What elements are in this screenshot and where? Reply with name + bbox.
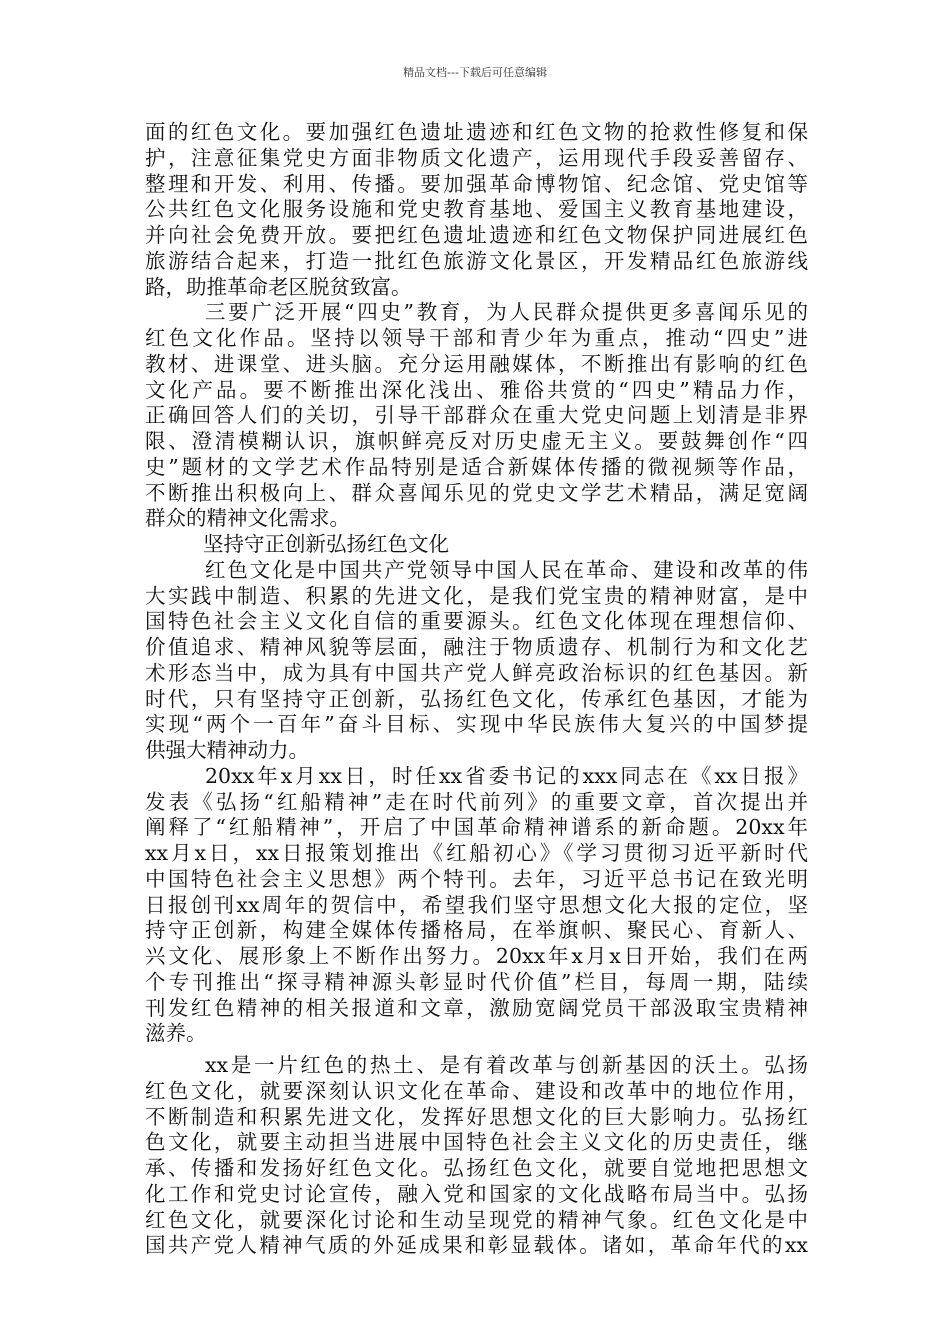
text-line: 中国特色社会主义思想》两个特刊。去年，习近平总书记在致光明 [145, 866, 808, 891]
text-line: 滋养。 [145, 1021, 207, 1046]
text-line: 不断制造和积累先进文化，发挥好思想文化的巨大影响力。弘扬红 [145, 1104, 808, 1129]
text-line: 色文化，就要主动担当进展中国特色社会主义文化的历史责任，继 [145, 1130, 808, 1155]
text-line: 时代，只有坚持守正创新，弘扬红色文化，传承红色基因，才能为 [145, 686, 808, 711]
text-line: 大实践中制造、积累的先进文化，是我们党宝贵的精神财富，是中 [145, 583, 808, 608]
document-body [145, 120, 808, 1259]
text-line: 并向社会免费开放。要把红色遗址遗迹和红色文物保护同进展红色 [145, 223, 808, 247]
text-line: 持守正创新，构建全媒体传播格局，在举旗帜、聚民心、育新人、 [145, 918, 808, 943]
text-line: 个专刊推出“探寻精神源头彰显时代价值”栏目，每周一期，陆续 [145, 969, 808, 994]
text-line: 承、传播和发扬好红色文化。弘扬红色文化，就要自觉地把思想文 [145, 1156, 808, 1180]
text-line: 阐释了“红船精神”，开启了中国革命精神谱系的新命题。20xx年 [145, 815, 808, 840]
paragraph-first-line: 红色文化是中国共产党领导中国人民在革命、建设和改革的伟 [205, 557, 808, 582]
text-line: 供强大精神动力。 [145, 738, 309, 762]
text-line: 价值追求、精神风貌等层面，融注于物质遗存、机制行为和文化艺 [145, 635, 808, 659]
text-line: 红色文化作品。坚持以领导干部和青少年为重点，推动“四史”进 [145, 326, 808, 350]
text-line: 国特色社会主义文化自信的重要源头。红色文化体现在理想信仰、 [145, 609, 808, 634]
text-line: 限、澄清模糊认识，旗帜鲜亮反对历史虚无主义。要鼓舞创作“四 [145, 429, 808, 453]
text-line: 史”题材的文学艺术作品特别是适合新媒体传播的微视频等作品， [145, 454, 808, 479]
text-line: 教材、进课堂、进头脑。充分运用融媒体，不断推出有影响的红色 [145, 351, 808, 376]
page-header: 精品文档---下载后可任意编辑 [403, 66, 547, 79]
text-line: xx月x日，xx日报策划推出《红船初心》《学习贯彻习近平新时代 [145, 841, 808, 865]
text-line: 国共产党人精神气质的外延成果和彰显载体。诸如，革命年代的xx [145, 1233, 808, 1258]
text-line: 公共红色文化服务设施和党史教育基地、爱国主义教育基地建设， [145, 197, 808, 222]
text-line: 兴文化、展形象上不断作出努力。20xx年x月x日开始，我们在两 [145, 944, 808, 968]
text-line: 文化产品。要不断推出深化浅出、雅俗共赏的“四史”精品力作， [145, 377, 808, 402]
text-line: 旅游结合起来，打造一批红色旅游文化景区，开发精品红色旅游线 [145, 248, 808, 273]
text-line: 护，注意征集党史方面非物质文化遗产，运用现代手段妥善留存、 [145, 145, 808, 170]
text-line: 刊发红色精神的相关报道和文章，激励宽阔党员干部汲取宝贵精神 [145, 995, 808, 1020]
text-line: 整理和开发、利用、传播。要加强革命博物馆、纪念馆、党史馆等 [145, 171, 808, 196]
text-line: 发表《弘扬“红船精神”走在时代前列》的重要文章，首次提出并 [145, 789, 808, 814]
section-heading: 坚持守正创新弘扬红色文化 [203, 532, 449, 556]
text-line: 日报创刊xx周年的贺信中，希望我们坚守思想文化大报的定位，坚 [145, 892, 808, 917]
paragraph-first-line: xx是一片红色的热土、是有着改革与创新基因的沃土。弘扬 [205, 1053, 808, 1077]
text-line: 红色文化，就要深化讨论和生动呈现党的精神气象。红色文化是中 [145, 1207, 808, 1232]
text-line: 实现“两个一百年”奋斗目标、实现中华民族伟大复兴的中国梦提 [145, 712, 808, 737]
text-line: 正确回答人们的关切，引导干部群众在重大党史问题上划清是非界 [145, 403, 808, 428]
text-line: 术形态当中，成为具有中国共产党人鲜亮政治标识的红色基因。新 [145, 660, 808, 685]
text-line: 红色文化，就要深刻认识文化在革命、建设和改革中的地位作用， [145, 1078, 808, 1103]
text-line: 群众的精神文化需求。 [145, 506, 350, 531]
text-line: 不断推出积极向上、群众喜闻乐见的党史文学艺术精品，满足宽阔 [145, 480, 808, 505]
text-line: 面的红色文化。要加强红色遗址遗迹和红色文物的抢救性修复和保 [145, 120, 808, 144]
text-line: 化工作和党史讨论宣传，融入党和国家的文化战略布局当中。弘扬 [145, 1181, 808, 1206]
text-line: 路，助推革命老区脱贫致富。 [145, 274, 412, 299]
paragraph-first-line: 三要广泛开展“四史”教育，为人民群众提供更多喜闻乐见的 [205, 300, 808, 325]
paragraph-first-line: 20xx年x月xx日，时任xx省委书记的xxx同志在《xx日报》 [205, 763, 808, 788]
